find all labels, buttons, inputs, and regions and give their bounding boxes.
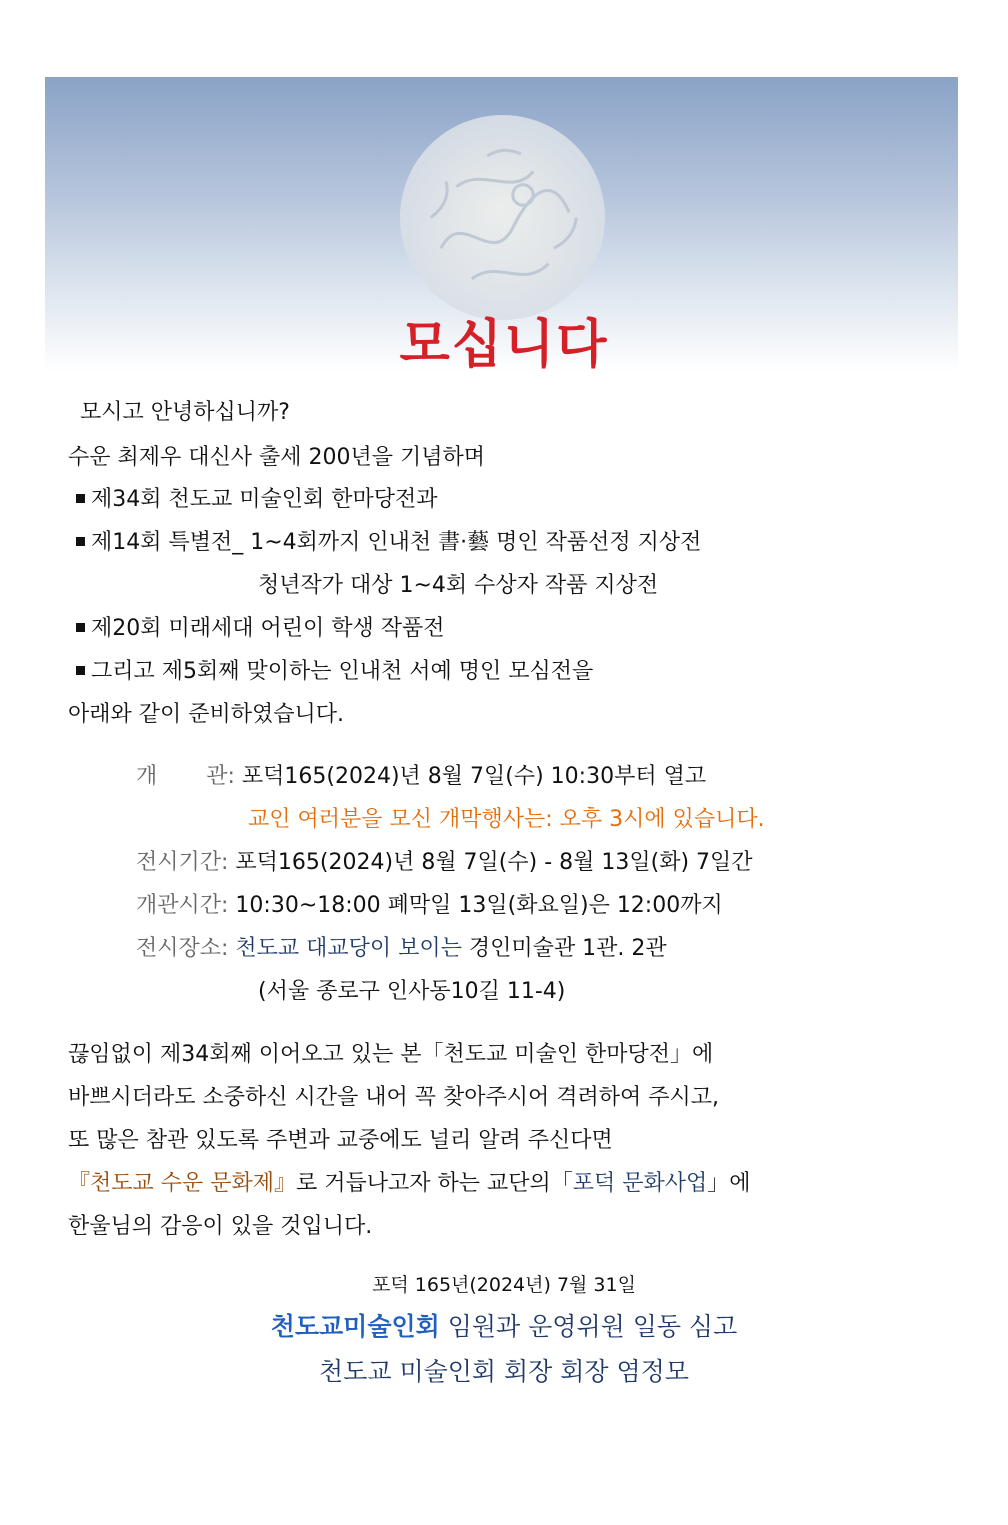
period-value: 포덕165(2024)년 8월 7일(수) - 8월 13일(화) 7일간	[235, 850, 753, 875]
page-title: 모십니다	[399, 315, 609, 375]
opening-row	[136, 762, 706, 792]
opening-value: 포덕165(2024)년 8월 7일(수) 10:30부터 열고	[241, 764, 707, 789]
dragon-emblem-icon	[400, 115, 605, 320]
culture-project-name: 포덕 문화사업	[572, 1171, 708, 1196]
org-name: 천도교미술인회	[270, 1312, 440, 1341]
prepared-line: 아래와 같이 준비하였습니다.	[68, 702, 345, 727]
period-label: 전시기간:	[136, 850, 229, 875]
signature-line-1: 천도교미술인회 임원과 운영위원 일동 심고	[270, 1312, 738, 1341]
signature-line-2: 천도교 미술인회 회장 회장 염정모	[319, 1357, 689, 1386]
list-item-continuation: 청년작가 대상 1~4회 수상자 작품 지상전	[258, 573, 659, 598]
festival-name: 『천도교 수운 문화제』	[68, 1171, 297, 1196]
square-bullet-icon	[76, 666, 85, 675]
intro-line: 수운 최제우 대신사 출세 200년을 기념하며	[68, 445, 485, 470]
list-item: 제34회 천도교 미술인회 한마당전과	[76, 485, 438, 515]
square-bullet-icon	[76, 623, 85, 632]
list-item: 제20회 미래세대 어린이 학생 작품전	[76, 614, 445, 644]
venue-address: (서울 종로구 인사동10길 11-4)	[258, 979, 566, 1004]
square-bullet-icon	[76, 537, 85, 546]
venue-highlight: 천도교 대교당이 보이는	[235, 936, 462, 961]
period-row	[136, 848, 753, 878]
hours-label: 개관시간:	[136, 893, 229, 918]
body-line-2: 바쁘시더라도 소중하신 시간을 내어 꼭 찾아주시어 격려하여 주시고,	[68, 1085, 720, 1110]
square-bullet-icon	[76, 494, 85, 503]
body-line-4: 『천도교 수운 문화제』로 거듭나고자 하는 교단의「포덕 문화사업」에	[68, 1171, 751, 1196]
opening-note: 교인 여러분을 모신 개막행사는: 오후 3시에 있습니다.	[248, 807, 765, 832]
hours-row	[136, 891, 723, 921]
venue-row	[136, 934, 667, 964]
body-line-1: 끊임없이 제34회째 이어오고 있는 본「천도교 미술인 한마당전」에	[68, 1042, 714, 1067]
body-line-5: 한울님의 감응이 있을 것입니다.	[68, 1214, 373, 1239]
greeting: 모시고 안녕하십니까?	[80, 400, 290, 425]
list-item: 제14회 특별전_ 1~4회까지 인내천 書·藝 명인 작품선정 지상전	[76, 528, 701, 558]
letter-date: 포덕 165년(2024년) 7월 31일	[372, 1274, 636, 1296]
venue-value: 경인미술관 1관. 2관	[461, 936, 667, 961]
body-line-3: 또 많은 참관 있도록 주변과 교중에도 널리 알려 주신다면	[68, 1128, 613, 1153]
venue-label: 전시장소:	[136, 936, 229, 961]
list-item: 그리고 제5회째 맞이하는 인내천 서예 명인 모심전을	[76, 657, 593, 687]
hours-value: 10:30~18:00 폐막일 13일(화요일)은 12:00까지	[235, 893, 723, 918]
opening-label: 개 관:	[136, 764, 235, 789]
